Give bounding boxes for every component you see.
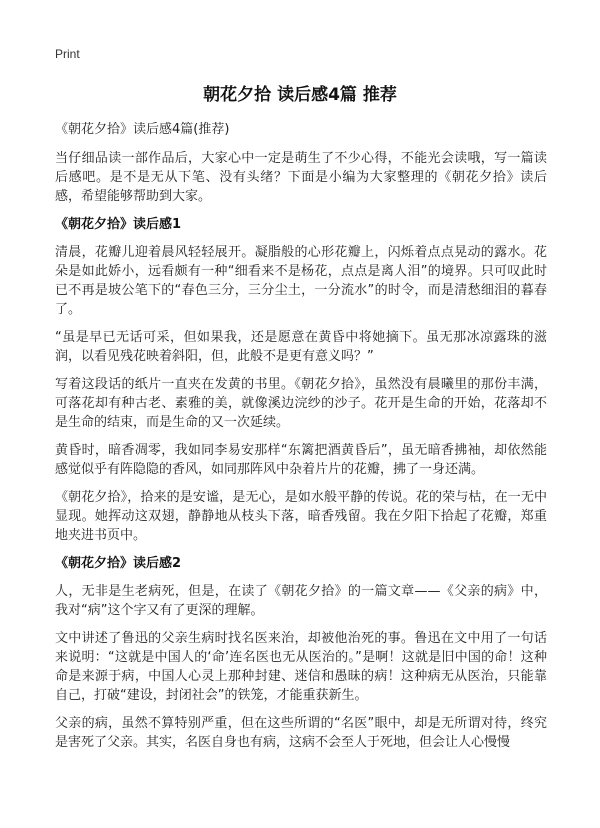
document-body — [55, 120, 547, 761]
document-subtitle: 《朝花夕拾》读后感4篇(推荐) — [55, 122, 230, 137]
intro-paragraph: 当仔细品读一部作品后，大家心中一定是萌生了不少心得，不能光会读哦，写一篇读后感吧。是不是无从下笔、没有头绪？下面是小编为大家整理的《朝花夕拾》读后感，希望能够帮助到大家。 — [55, 151, 547, 204]
paragraph: 父亲的病，虽然不算特别严重，但在这些所谓的“名医”眼中，却是无所谓对待，终究是害死了父亲。其实，名医自身也有病，这病不会至人于死地，但会让人心慢慢 — [55, 716, 547, 750]
paragraph: 文中讲述了鲁迅的父亲生病时找名医来治，却被他治死的事。鲁迅在文中用了一句话来说明：“这就是中国人的‘命’连名医也无从医治的。”是啊！这就是旧中国的命！这种命是来源于病，中国人心灵上那种封建、迷信和愚昧的病！这种病无从医治，只能靠自己，打破“建设，封闭社会”的铁笼，才能重获新生。 — [55, 631, 547, 703]
paragraph: “虽是早已无话可采，但如果我，还是愿意在黄昏中将她摘下。虽无那冰凉露珠的滋润，以看见残花映着斜阳，但，此般不是更有意义吗？” — [55, 330, 547, 364]
paragraph: 人，无非是生老病死，但是，在读了《朝花夕拾》的一篇文章——《父亲的病》中，我对“病”这个字又有了更深的理解。 — [55, 584, 547, 618]
section-heading: 《朝花夕拾》读后感1 — [55, 217, 182, 232]
paragraph: 写着这段话的纸片一直夹在发黄的书里。《朝花夕拾》，虽然没有晨曦里的那份丰满，可落花却有种古老、素雅的美，就像溪边浣纱的沙子。花开是生命的开始，花落却不是生命的结束，而是生命的又一次延续。 — [55, 377, 547, 430]
section-2 — [55, 554, 547, 752]
section-1 — [55, 215, 547, 545]
paragraph: 黄昏时，暗香凋零，我如同李易安那样“东篱把酒黄昏后”，虽无暗香拂袖，却依然能感觉似乎有阵隐隐的香风，如同那阵风中杂着片片的花瓣，拂了一身还满。 — [55, 443, 547, 477]
paragraph: 清晨，花瓣儿迎着晨风轻轻展开。凝脂般的心形花瓣上，闪烁着点点晃动的露水。花朵是如此娇小，远看颇有一种“细看来不是杨花，点点是离人泪”的境界。只可叹此时已不再是坡公笔下的“春色三分，三分尘土，一分流水”的时令，而是清愁细泪的暮春了。 — [55, 245, 547, 317]
print-link[interactable]: Print — [55, 47, 80, 61]
paragraph: 《朝花夕拾》，拾来的是安谧，是无心，是如水般平静的传说。花的荣与枯，在一无中显现。她挥动这双翅，静静地从枝头下落，暗香残留。我在夕阳下拾起了花瓣，郑重地夹进书页中。 — [55, 490, 547, 543]
document-title: 朝花夕拾 读后感4篇 推荐 — [203, 85, 397, 105]
section-heading: 《朝花夕拾》读后感2 — [55, 556, 182, 571]
